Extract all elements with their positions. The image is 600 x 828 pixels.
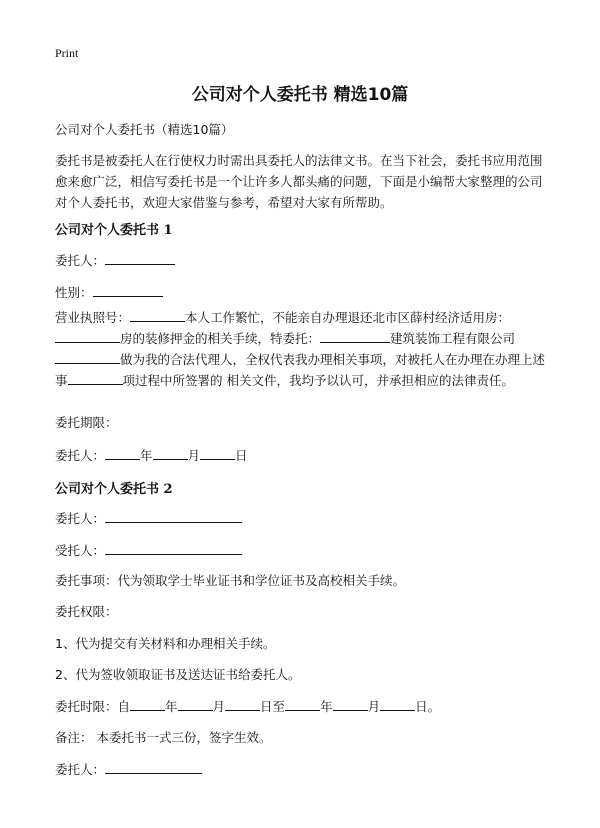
principal-blank <box>105 508 242 523</box>
license-blank <box>130 307 185 322</box>
end-year-blank <box>285 696 320 711</box>
section1-period-line: 委托期限： <box>55 415 118 430</box>
section2-heading: 公司对个人委托书 2 <box>55 482 173 497</box>
house-blank <box>55 328 120 343</box>
day-blank <box>200 445 235 460</box>
section2-note: 备注： 本委托书一式三份，签字生效。 <box>55 730 272 745</box>
term-label: 委托时限：自 <box>55 699 131 714</box>
section2-term-line <box>55 696 440 715</box>
start-day-blank <box>225 696 260 711</box>
section2-matter-line: 委托事项：代为领取学士毕业证书和学位证书及高校相关手续。 <box>55 573 406 588</box>
section2-principal-line <box>55 508 242 527</box>
principal-blank <box>105 250 175 265</box>
section1-principal-line <box>55 250 175 269</box>
document-subtitle: 公司对个人委托书（精选10篇） <box>55 122 234 137</box>
end-day-blank <box>380 696 415 711</box>
start-year-label: 年 <box>165 699 178 714</box>
agent-blank <box>55 349 120 364</box>
matter-blank <box>68 370 123 385</box>
day-to-label: 日至 <box>260 699 286 714</box>
section1-heading: 公司对个人委托书 1 <box>55 223 173 238</box>
principal-blank <box>105 759 202 774</box>
end-day-label: 日。 <box>415 699 441 714</box>
start-month-label: 月 <box>212 699 226 714</box>
section2-agent-line <box>55 540 242 559</box>
license-label: 营业执照号： <box>55 310 131 325</box>
license-text-3: 房的装修押金的相关手续，特委托： <box>120 331 321 346</box>
start-month-blank <box>178 696 213 711</box>
end-month-label: 月 <box>367 699 381 714</box>
start-year-blank <box>130 696 165 711</box>
print-link[interactable]: Print <box>55 46 79 60</box>
date-principal-label: 委托人： <box>55 448 106 463</box>
section2-item-2: 2、代为签收领取证书及送达证书给委托人。 <box>55 667 301 682</box>
month-label: 月 <box>187 448 201 463</box>
license-text-1: 本人工作繁忙，不能亲自办理退还北市区薛村经济适用房 <box>185 310 498 325</box>
license-text-6: 项过程中所签署的 相关文件，我均予以认可，并承担相应的法律责任。 <box>122 373 514 388</box>
gender-blank <box>93 282 163 297</box>
principal-label: 委托人： <box>55 253 106 268</box>
section2-principal-line-2 <box>55 759 202 778</box>
license-text-5: 做为我的合法代理人，全权代表我办理相关事项，对被托人在办理在办理上述事 <box>55 352 546 388</box>
gender-label: 性别： <box>55 285 93 300</box>
section2-item-1: 1、代为提交有关材料和办理相关手续。 <box>55 636 276 651</box>
end-year-label: 年 <box>320 699 333 714</box>
month-blank <box>153 445 188 460</box>
end-month-blank <box>333 696 368 711</box>
section1-gender-line <box>55 282 163 301</box>
license-text-4: 建筑装饰工程有限公司 <box>390 331 516 346</box>
principal-label: 委托人： <box>55 762 106 777</box>
section1-date-line <box>55 445 248 464</box>
year-blank <box>105 445 140 460</box>
license-text-2: ： <box>497 310 511 325</box>
section2-authority-label: 委托权限： <box>55 604 118 619</box>
section1-license-paragraph <box>55 307 552 391</box>
agent-blank <box>105 540 242 555</box>
day-label: 日 <box>235 448 248 463</box>
company-blank <box>320 328 390 343</box>
principal-label: 委托人： <box>55 511 106 526</box>
intro-paragraph: 委托书是被委托人在行使权力时需出具委托人的法律文书。在当下社会，委托书应用范围愈来愈广泛，相信写委托书是一个让许多人都头痛的问题，下面是小编帮大家整理的公司对个人委托书，欢迎大家借鉴与参考，希望对大家有所帮助。 <box>55 153 543 210</box>
document-title: 公司对个人委托书 精选10篇 <box>191 85 409 105</box>
agent-label: 受托人： <box>55 543 106 558</box>
year-label: 年 <box>140 448 153 463</box>
